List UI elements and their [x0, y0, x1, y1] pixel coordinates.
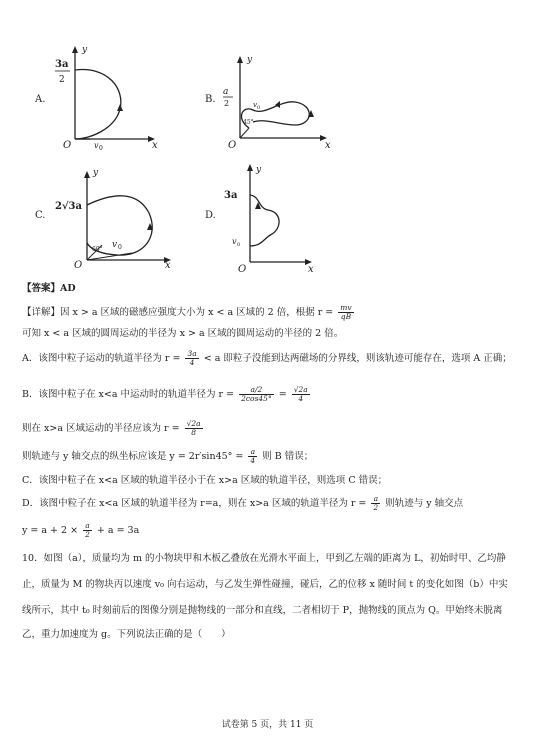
- explanation-line-2: 可知 x < a 区域的圆周运动的半径为 x > a 区域的圆周运动的半径的 2 倍。: [22, 328, 344, 339]
- x-axis-label: x: [325, 140, 331, 151]
- origin-label: O: [63, 140, 72, 151]
- fraction: $\frac{a}{2}$: [373, 494, 379, 512]
- answer-line: 【答案】AD: [22, 283, 76, 294]
- origin-label: O: [74, 260, 83, 271]
- svg-text:0: 0: [257, 105, 261, 111]
- page-footer: 试卷第 5 页，共 11 页: [221, 720, 314, 730]
- explanation-line-4: B．该图中粒子在 x<a 中运动时的轨道半径为 r = $\frac{a/2}{2\cos 45^\circ}$ = $\frac{√2a}{4}$: [22, 385, 308, 403]
- fraction: $\frac{√2a}{4}$: [293, 385, 308, 403]
- fraction: $\frac{a}{2}$: [85, 521, 90, 539]
- explanation-line-9: y = a + 2 × $\frac{a}{2}$ + a = 3a: [22, 521, 140, 539]
- y-axis-label: y: [82, 45, 88, 55]
- graph-c: [57, 165, 187, 270]
- 3a-label: 3a: [55, 59, 69, 70]
- y-axis-label: y: [247, 55, 253, 65]
- fraction: $\frac{√2a}{8}$: [186, 419, 201, 437]
- y-axis-label: y: [93, 168, 99, 178]
- angle-label: 60°: [92, 246, 103, 253]
- option-a-label: A.: [35, 94, 46, 105]
- fraction: $\frac{3a}{4}$: [187, 349, 197, 367]
- x-axis-label: x: [152, 140, 158, 151]
- question-10-line-2: 止，质量为 M 的物块丙以速度 v₀ 向右运动，与乙发生弹性碰撞，碰后，乙的位移 x 随时间 t 的变化如图（b）中实: [22, 579, 508, 590]
- svg-text:0: 0: [118, 244, 122, 251]
- graph-d: [220, 160, 330, 275]
- v0-label: v: [94, 141, 99, 150]
- svg-text:2: 2: [224, 99, 230, 108]
- v0-label: v: [112, 240, 118, 250]
- svg-text:0: 0: [237, 242, 241, 248]
- v0-label: v: [253, 101, 257, 109]
- angle-label: 45°: [243, 119, 254, 126]
- question-10-line-3: 线所示，其中 t₀ 时刻前后的图像分别是抛物线的一部分和直线，二者相切于 P，抛物线的顶点为 Q。甲始终未脱离: [22, 605, 503, 616]
- explanation-line-1: 【详解】因 x > a 区域的磁感应强度大小为 x < a 区域的 2 倍，根据 r = $\frac{mv}{qB}$: [22, 303, 352, 321]
- a-label: a: [223, 87, 229, 97]
- 3a-label: 3a: [224, 190, 238, 201]
- explanation-line-8: D．该图中粒子在 x<a 区域的轨道半径为 r=a，则在 x>a 区域的轨道半径为 r = $\frac{a}{2}$ 则轨迹与 y 轴交点: [22, 494, 464, 512]
- svg-text:2: 2: [59, 75, 65, 85]
- option-d-label: D.: [205, 210, 216, 221]
- explanation-line-7: C．该图中粒子在 x<a 区域的轨道半径小于在 x>a 区域的轨道半径，则选项 C 错误；: [22, 475, 388, 486]
- origin-label: O: [238, 264, 247, 275]
- y-axis-label: y: [256, 165, 262, 175]
- fraction: $\frac{a}{4}$: [250, 447, 256, 465]
- explanation-line-5: 则在 x>a 区域运动的半径应该为 r = $\frac{√2a}{8}$: [22, 419, 201, 437]
- graph-a: [55, 44, 170, 152]
- fraction: $\frac{a/2}{2\cos 45^\circ}$: [241, 385, 272, 403]
- explanation-line-6: 则轨迹与 y 轴交点的纵坐标应该是 y = 2r′sin45° = $\frac{a}{4}$ 则 B 错误；: [22, 447, 314, 465]
- x-axis-label: x: [165, 260, 171, 271]
- question-10-line-1: 10．如图（a），质量均为 m 的小物块甲和木板乙叠放在光滑水平面上，甲到乙左端的距离为 L，初始时甲、乙均静: [22, 553, 506, 564]
- question-10-line-4: 乙，重力加速度为 g。下列说法正确的是（ ）: [22, 629, 231, 640]
- svg-text:0: 0: [99, 145, 103, 152]
- origin-label: O: [228, 140, 237, 151]
- x-axis-label: x: [308, 264, 314, 275]
- explanation-line-3: A．该图中粒子运动的轨道半径为 r = $\frac{3a}{4}$ < a 即粒子没能到达两磁场的分界线，则该轨迹可能存在，选项 A 正确；: [22, 349, 512, 367]
- option-c-label: C.: [35, 210, 46, 221]
- option-b-label: B.: [205, 94, 216, 105]
- 2sqrt3a-label: 2√3a: [55, 201, 82, 212]
- graph-b: [225, 50, 345, 150]
- v0-label: v: [232, 237, 237, 246]
- fraction: $\frac{mv}{qB}$: [340, 303, 352, 321]
